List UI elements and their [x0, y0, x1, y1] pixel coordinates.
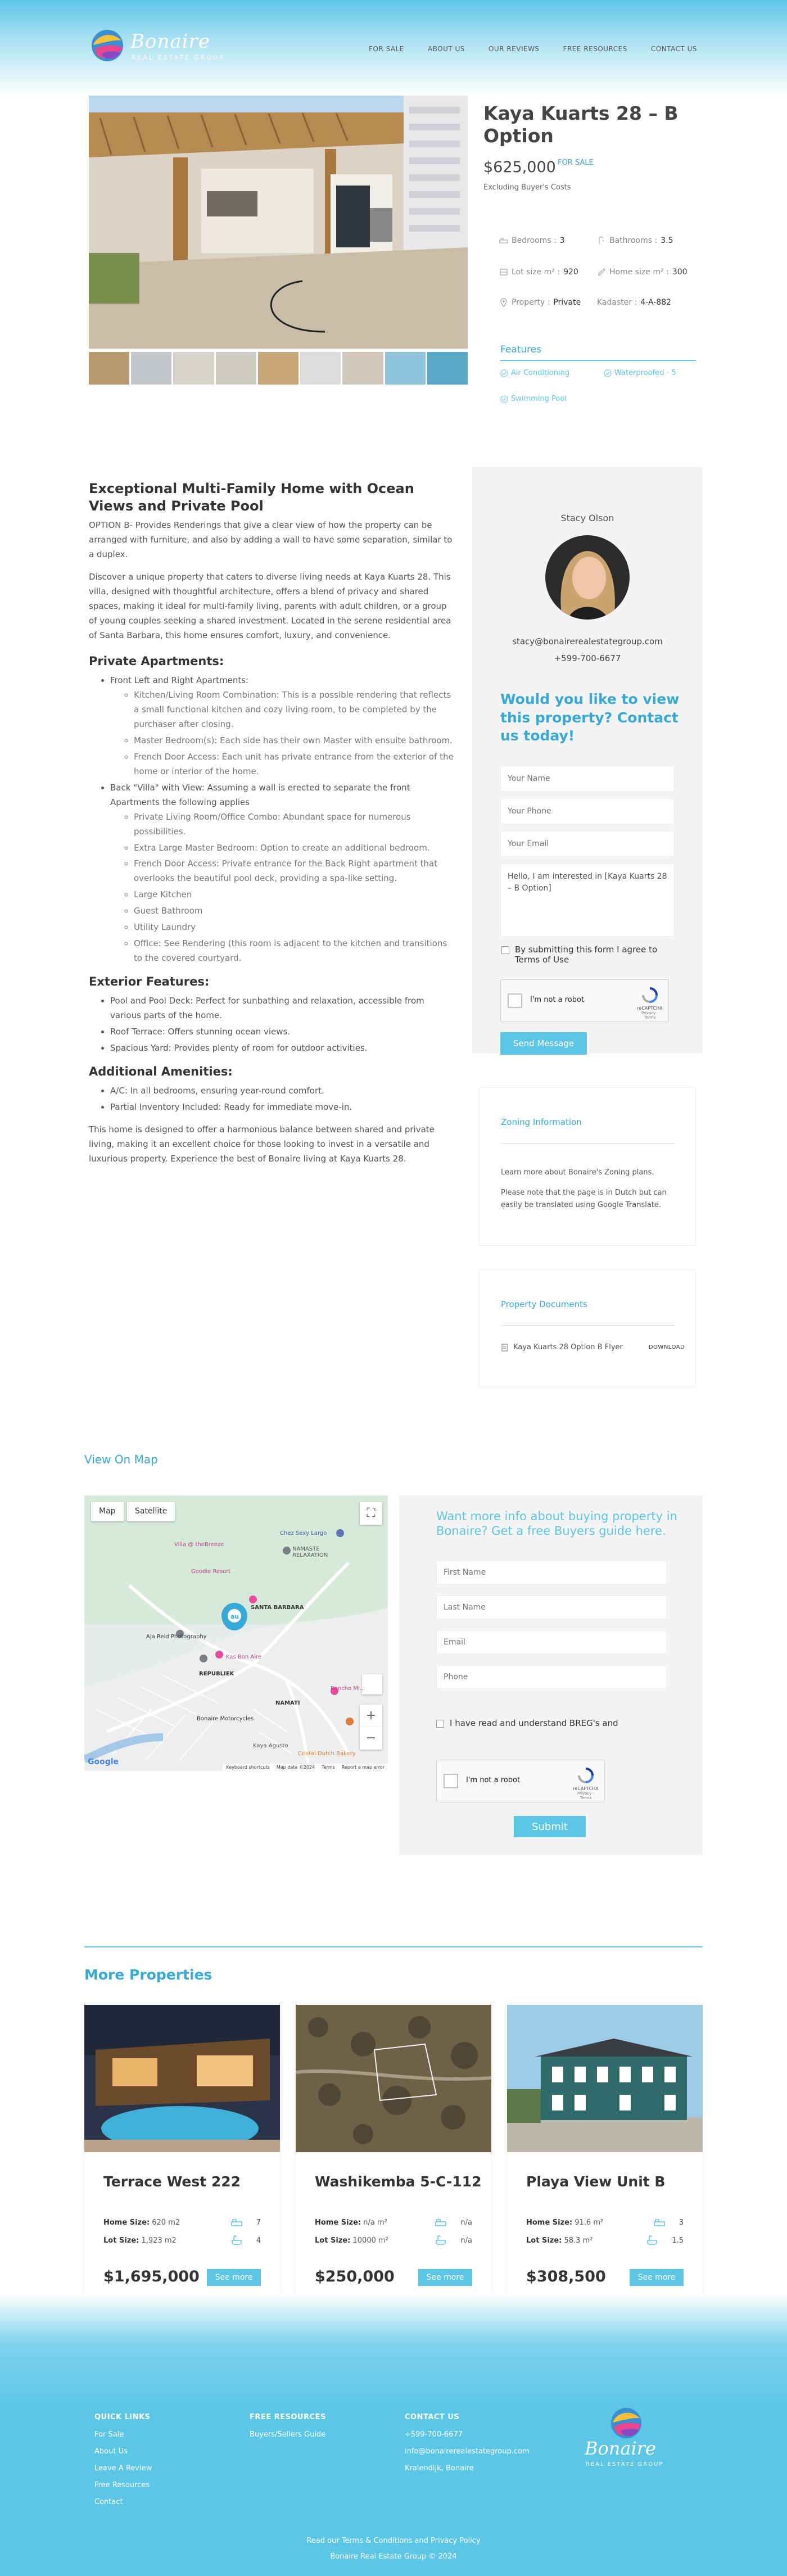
map-type-satellite[interactable]: Satellite: [127, 1502, 175, 1521]
property-card-name: Playa View Unit B: [526, 2173, 666, 2190]
property-card-name: Terrace West 222: [103, 2173, 241, 2190]
document-icon: [501, 1344, 509, 1352]
fact-value: 3: [559, 236, 565, 245]
features-heading: Features: [500, 344, 696, 361]
property-card-price: $308,500: [526, 2268, 606, 2285]
amenities-list: [89, 1084, 454, 1115]
status-badge: FOR SALE: [558, 159, 594, 167]
recaptcha-label: I'm not a robot: [466, 1776, 521, 1784]
list-item: ◦ French Door Access: Private entrance for the Back Right apartment that overlooks the beautiful pool deck, providing a spa-like setting.: [134, 857, 454, 886]
beds-value: 3: [679, 2218, 684, 2227]
footer-quick-links: [94, 2413, 152, 2515]
baths-value: 4: [256, 2236, 261, 2245]
recaptcha-widget: [500, 979, 669, 1022]
property-card-name: Washikemba 5-C-112: [315, 2173, 482, 2190]
footer-link-for-sale[interactable]: For Sale: [94, 2430, 124, 2439]
phone-input[interactable]: [500, 798, 675, 824]
submit-button[interactable]: Submit: [514, 1816, 586, 1837]
footer-link-about-us[interactable]: About Us: [94, 2447, 128, 2456]
footer-link-leave-review[interactable]: Leave A Review: [94, 2464, 152, 2473]
list-item: • Pool and Pool Deck: Perfect for sunbathing and relaxation, accessible from various parts of the home.: [110, 994, 454, 1023]
map-tiles: [84, 1495, 388, 1771]
home-size-value: 91.6 m²: [575, 2218, 604, 2227]
home-size-label: Home Size:: [315, 2218, 361, 2227]
beds-count: [230, 2216, 261, 2229]
footer-link-buyers-guide[interactable]: Buyers/Sellers Guide: [250, 2430, 326, 2439]
description-heading: Exceptional Multi-Family Home with Ocean Views and Private Pool: [89, 481, 414, 514]
feature-item: [604, 369, 676, 377]
check-circle-icon: [604, 369, 612, 377]
beds-value: n/a: [460, 2218, 472, 2227]
map-place-label: Kas Bon Aire: [226, 1654, 262, 1660]
recaptcha-icon: [641, 987, 658, 1004]
lot-size-row: [526, 2236, 592, 2245]
zoom-out-icon[interactable]: −: [360, 1727, 382, 1750]
zoning-note: Please note that the page is in Dutch but can easily be translated using Google Translate.: [501, 1188, 667, 1210]
see-more-button[interactable]: See more: [207, 2269, 261, 2286]
recaptcha-terms[interactable]: Privacy - Terms: [577, 1791, 595, 1800]
baths-count: [435, 2234, 472, 2247]
download-link[interactable]: DOWNLOAD: [648, 1344, 685, 1350]
property-card-price: $250,000: [315, 2268, 395, 2285]
fact-label: Property :: [512, 298, 550, 307]
check-circle-icon: [500, 369, 508, 377]
villa-pool-photo: [84, 2005, 280, 2152]
property-card[interactable]: [507, 2005, 703, 2297]
map-place-label: Bonaire Motorcycles: [197, 1716, 254, 1722]
recaptcha-checkbox[interactable]: [444, 1774, 458, 1788]
thumbnail[interactable]: [342, 352, 383, 385]
map-place-label: NAMASTE RELAXATION: [292, 1546, 328, 1558]
footer-phone[interactable]: +599-700-6677: [405, 2430, 463, 2439]
divider: [501, 1143, 675, 1144]
fact-label: Home size m² :: [609, 268, 669, 277]
message-textarea[interactable]: [500, 864, 675, 937]
aerial-land-photo: [296, 2005, 491, 2152]
ruler-icon: [597, 268, 606, 277]
shower-icon: [597, 236, 606, 245]
site-footer: [0, 2294, 787, 2576]
list-item: • Partial Inventory Included: Ready for immediate move-in.: [110, 1100, 454, 1115]
agree-label: I have read and understand BREG's and: [450, 1718, 618, 1728]
agree-consent: [436, 1718, 639, 1728]
bath-icon: [646, 2234, 658, 2247]
thumbnail[interactable]: [89, 352, 129, 385]
zoning-info-card: [479, 1087, 696, 1246]
description-paragraph: OPTION B- Provides Renderings that give a clear view of how the property can be arranged with furniture, and also by adding a wall to have some separation, similar to a duplex.: [89, 520, 453, 560]
private-apartments-list: [89, 674, 454, 966]
baths-value: 1.5: [672, 2236, 684, 2245]
document-row: [501, 1343, 685, 1352]
home-size-value: n/a m²: [363, 2218, 387, 2227]
exterior-list: [89, 994, 454, 1056]
beds-count: [653, 2216, 684, 2229]
list-item: ◦ Extra Large Master Bedroom: Option to create an additional bedroom.: [134, 841, 454, 856]
list-item-text: Front Left and Right Apartments:: [110, 675, 249, 686]
home-size-row: [103, 2218, 180, 2227]
map-place-label: Kaya Agusto: [253, 1743, 288, 1749]
list-item: ◦ Private Living Room/Office Combo: Abundant space for numerous possibilities.: [134, 810, 454, 839]
footer-logo[interactable]: [579, 2406, 675, 2474]
baths-count: [646, 2234, 684, 2247]
footer-logo-subtitle: REAL ESTATE GROUP: [586, 2461, 664, 2467]
phone-input[interactable]: [436, 1665, 667, 1689]
property-description: [89, 480, 454, 1174]
bed-icon: [230, 2216, 243, 2229]
recaptcha-icon: [577, 1767, 594, 1784]
home-size-label: Home Size:: [103, 2218, 150, 2227]
footer-logo-wordmark: Bonaire: [585, 2438, 656, 2459]
fact-label: Lot size m² :: [512, 268, 560, 277]
lot-size-value: 58.3 m²: [564, 2236, 593, 2245]
feature-item: [500, 395, 567, 403]
description-paragraph: Discover a unique property that caters to diverse living needs at Kaya Kuarts 28. This villa, designed with thoughtful architecture, offers a blend of privacy and shared spaces, making it ideal for multi-family living, parents with adult children, or a group of young couples seeking a shared investment. Located in the serene residential area of Santa Barbara, this home ensures comfort, luxury, and convenience.: [89, 572, 451, 640]
zoom-in-icon[interactable]: +: [360, 1705, 382, 1727]
list-item: ◦ Utility Laundry: [134, 920, 454, 935]
map-place-label: REPUBLIEK: [199, 1671, 234, 1677]
beds-count: [435, 2216, 472, 2229]
feature-item: [500, 369, 569, 377]
bath-icon: [230, 2234, 243, 2247]
footer-link-free-resources[interactable]: Free Resources: [94, 2481, 150, 2489]
footer-free-resources: [250, 2413, 326, 2447]
property-card-image: [507, 2005, 703, 2152]
thumbnail[interactable]: [427, 352, 468, 385]
list-item: • Spacious Yard: Provides plenty of room for outdoor activities.: [110, 1041, 454, 1056]
list-item: ◦ Office: See Rendering (this room is adjacent to the kitchen and transitions to the covered courtyard.: [134, 937, 454, 966]
lot-size-label: Lot Size:: [526, 2236, 562, 2245]
property-price: $625,000: [483, 159, 556, 176]
fact-value: Private: [553, 298, 581, 307]
footer-link-contact[interactable]: Contact: [94, 2498, 123, 2506]
agent-avatar: [545, 535, 630, 620]
recaptcha-checkbox[interactable]: [508, 993, 522, 1008]
divider: [501, 1325, 675, 1326]
report-map-error-link[interactable]: Report a map error: [341, 1765, 385, 1770]
logo-subtitle: REAL ESTATE GROUP: [132, 54, 225, 61]
lot-size-label: Lot Size:: [103, 2236, 139, 2245]
keyboard-shortcuts-link[interactable]: Keyboard shortcuts: [226, 1765, 270, 1770]
thumbnail[interactable]: [385, 352, 426, 385]
recaptcha-terms[interactable]: Privacy - Terms: [641, 1011, 659, 1020]
lot-size-value: 10000 m²: [352, 2236, 388, 2245]
patio-photo: [89, 96, 468, 349]
list-item: • A/C: In all bedrooms, ensuring year-round comfort.: [110, 1084, 454, 1099]
contact-cta-heading: Would you like to view this property? Contact us today!: [500, 691, 680, 744]
recaptcha-logo: [573, 1767, 599, 1800]
description-closing: This home is designed to offer a harmonious balance between shared and private living, making it an excellent choice for those looking to invest in a versatile and luxurious property. Experience the best of Bonaire living at Kaya Kuarts 28.: [89, 1124, 435, 1164]
lot-size-value: 1,923 m2: [141, 2236, 177, 2245]
fact-lot-size: [499, 268, 578, 277]
lot-size-row: [315, 2236, 388, 2245]
terms-consent: [501, 944, 681, 965]
zoning-title[interactable]: Zoning Information: [501, 1117, 582, 1127]
pegman-icon[interactable]: [362, 1674, 382, 1694]
home-size-label: Home Size:: [526, 2218, 573, 2227]
buyers-guide-heading: Want more info about buying property in Bonaire? Get a free Buyers guide here.: [436, 1510, 677, 1538]
last-name-input[interactable]: [436, 1596, 667, 1619]
email-input[interactable]: [500, 831, 675, 857]
see-more-button[interactable]: See more: [418, 2269, 472, 2286]
property-card[interactable]: [296, 2005, 491, 2297]
fact-label: Kadaster :: [597, 298, 637, 307]
thumbnail[interactable]: [300, 352, 341, 385]
zoning-link-text[interactable]: Learn more about Bonaire's Zoning plans.: [501, 1168, 654, 1177]
baths-value: n/a: [460, 2236, 472, 2245]
see-more-button[interactable]: See more: [630, 2269, 684, 2286]
bed-icon: [499, 236, 508, 245]
bath-icon: [435, 2234, 447, 2247]
footer-heading: FREE RESOURCES: [250, 2413, 326, 2421]
footer-address: Kralendijk, Bonaire: [405, 2464, 474, 2473]
list-item: ◦ Guest Bathroom: [134, 904, 454, 919]
home-size-row: [315, 2218, 387, 2227]
property-card-image: [296, 2005, 491, 2152]
section-heading-exterior: Exterior Features:: [89, 975, 210, 989]
first-name-input[interactable]: [436, 1561, 667, 1584]
recaptcha-label: I'm not a robot: [530, 996, 585, 1004]
bed-icon: [653, 2216, 666, 2229]
buyers-guide-form: [399, 1495, 703, 1855]
fact-value: 920: [563, 268, 578, 277]
list-item: [110, 674, 454, 779]
list-item: [110, 781, 454, 966]
agree-checkbox[interactable]: [436, 1720, 444, 1728]
list-item: • Roof Terrace: Offers stunning ocean views.: [110, 1025, 454, 1040]
thumbnail[interactable]: [131, 352, 171, 385]
list-item: ◦ Large Kitchen: [134, 888, 454, 902]
footer-copyright: Bonaire Real Estate Group © 2024: [330, 2552, 457, 2561]
baths-count: [230, 2234, 261, 2247]
fact-value: 3.5: [661, 236, 673, 245]
fact-bathrooms: [597, 236, 673, 245]
beds-value: 7: [256, 2218, 261, 2227]
name-input[interactable]: [500, 766, 675, 792]
property-card-price: $1,695,000: [103, 2268, 200, 2285]
section-heading-private: Private Apartments:: [89, 654, 224, 668]
map-terms-link[interactable]: Terms: [322, 1765, 335, 1770]
recaptcha-name: reCAPTCHA: [573, 1786, 599, 1791]
nav-free-resources[interactable]: FREE RESOURCES: [563, 45, 627, 53]
nav-contact-us[interactable]: CONTACT US: [650, 45, 697, 53]
list-item: ◦ Kitchen/Living Room Combination: This is a possible rendering that reflects a small functional kitchen and cozy living room, to be completed by the purchaser after closing.: [134, 688, 454, 732]
check-circle-icon: [500, 395, 508, 403]
google-logo: Google: [88, 1757, 119, 1766]
view-on-map-heading: View On Map: [84, 1453, 158, 1466]
map-place-label: SANTA BARBARA: [251, 1605, 304, 1611]
nav-our-reviews[interactable]: OUR REVIEWS: [488, 45, 540, 53]
documents-title: Property Documents: [501, 1299, 587, 1309]
terms-checkbox[interactable]: [501, 946, 509, 954]
map-place-label: Chez Sexy Largo: [280, 1530, 327, 1536]
feature-label: Swimming Pool: [511, 395, 567, 403]
lot-size-label: Lot Size:: [315, 2236, 351, 2245]
bed-icon: [435, 2216, 447, 2229]
fact-bedrooms: [499, 236, 565, 245]
recaptcha-logo: [637, 987, 663, 1020]
map-attribution: [223, 1764, 388, 1771]
logo-wordmark: Bonaire: [130, 30, 210, 53]
footer-contact: [405, 2413, 530, 2481]
google-map[interactable]: [84, 1495, 388, 1771]
section-heading-amenities: Additional Amenities:: [89, 1065, 233, 1079]
map-place-label: Goodie Resort: [191, 1569, 231, 1575]
recaptcha-widget: [436, 1760, 605, 1802]
fact-value: 300: [672, 268, 688, 277]
list-item-text: Back "Villa" with View: Assuming a wall is erected to separate the front Apartments the following applies: [110, 782, 410, 807]
fact-home-size: [597, 268, 688, 277]
footer-email[interactable]: info@bonairerealestategroup.com: [405, 2447, 530, 2456]
footer-terms[interactable]: Read our Terms & Conditions and Privacy Policy: [306, 2537, 481, 2545]
map-place-label: Rancho Mi...: [331, 1685, 365, 1692]
footer-heading: QUICK LINKS: [94, 2413, 151, 2421]
property-documents-card: [479, 1269, 696, 1388]
recaptcha-name: reCAPTCHA: [637, 1006, 663, 1011]
property-card[interactable]: [84, 2005, 280, 2297]
nav-for-sale[interactable]: FOR SALE: [369, 45, 404, 53]
fact-property-type: [499, 298, 581, 307]
map-type-map[interactable]: Map: [91, 1502, 124, 1521]
logo-sphere-icon: [90, 28, 125, 63]
agent-contact-panel: [472, 467, 703, 1054]
home-size-value: 620 m2: [152, 2218, 180, 2227]
feature-label: Air Conditioning: [511, 369, 570, 377]
home-size-row: [526, 2218, 603, 2227]
nav-about-us[interactable]: ABOUT US: [427, 45, 465, 53]
thumbnail[interactable]: [173, 352, 214, 385]
list-item: ◦ French Door Access: Each unit has private entrance from the exterior of the home or interior of the home.: [134, 750, 454, 779]
logo-sphere-icon: [609, 2406, 643, 2440]
main-property-photo[interactable]: [89, 96, 468, 349]
map-place-label: Cristal Dutch Bakery: [298, 1751, 356, 1757]
map-place-label: NAMATI: [275, 1700, 300, 1706]
lot-size-row: [103, 2236, 177, 2245]
list-item: ◦ Master Bedroom(s): Each side has their own Master with ensuite bathroom.: [134, 734, 454, 748]
fact-label: Bathrooms :: [609, 236, 658, 245]
thumbnail[interactable]: [216, 352, 256, 385]
map-data-label: Map data ©2024: [276, 1765, 315, 1770]
section-divider: [84, 1946, 703, 1947]
agent-phone[interactable]: +599-700-6677: [554, 653, 621, 663]
more-properties-heading: More Properties: [84, 1967, 212, 1983]
fact-kadaster: [597, 298, 671, 307]
fact-value: 4-A-882: [640, 298, 672, 307]
agent-name: Stacy Olson: [560, 513, 614, 523]
footer-heading: CONTACT US: [405, 2413, 460, 2421]
map-place-label: Villa @ theBreeze: [174, 1542, 224, 1548]
map-place-label: Aja Reid Photography: [146, 1634, 207, 1640]
property-card-image: [84, 2005, 280, 2152]
document-name: Kaya Kuarts 28 Option B Flyer: [513, 1343, 623, 1352]
main-nav: [369, 45, 697, 53]
property-title: Kaya Kuarts 28 – B Option: [483, 102, 679, 147]
terms-label: By submitting this form I agree to Terms of Use: [515, 944, 658, 965]
price-note: Excluding Buyer's Costs: [483, 183, 571, 192]
thumbnail-strip: [89, 352, 468, 385]
fullscreen-icon[interactable]: ⛶: [360, 1502, 382, 1525]
thumbnail[interactable]: [258, 352, 298, 385]
site-header: [90, 27, 697, 72]
svg-text:au: au: [230, 1613, 239, 1620]
building-photo: [507, 2005, 703, 2152]
map-pin-icon: [499, 298, 508, 307]
agent-portrait: [545, 535, 630, 620]
email-input[interactable]: [436, 1630, 667, 1654]
feature-label: Waterproofed - 5: [614, 369, 676, 377]
fact-label: Bedrooms :: [512, 236, 557, 245]
send-message-button[interactable]: Send Message: [500, 1032, 587, 1055]
site-logo[interactable]: [90, 27, 225, 66]
lot-size-icon: [499, 268, 508, 277]
agent-email[interactable]: stacy@bonairerealestategroup.com: [512, 636, 663, 647]
